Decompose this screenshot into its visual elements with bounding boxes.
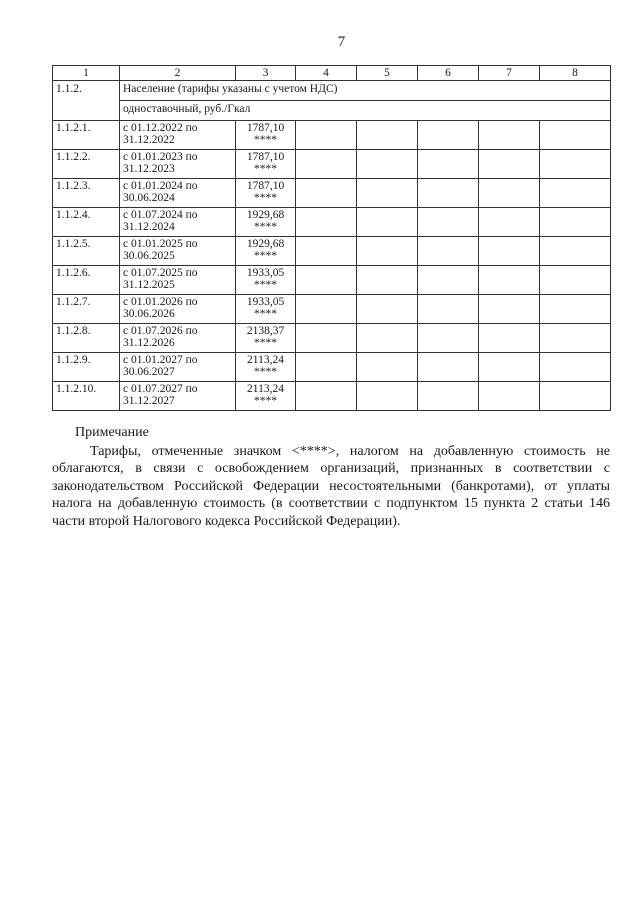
period-start: с 01.01.2026 по [123,296,198,308]
period-end: 31.12.2027 [123,395,175,407]
row-tariff [236,121,296,150]
empty-cell [296,237,357,266]
period-start: с 01.01.2024 по [123,180,198,192]
period-end: 31.12.2023 [123,163,175,175]
row-code: 1.1.2.4. [53,208,120,237]
vat-exempt-mark: **** [254,337,277,349]
table-row [53,324,611,353]
period-end: 30.06.2027 [123,366,175,378]
empty-cell [296,382,357,411]
vat-exempt-mark: **** [254,221,277,233]
row-tariff [236,179,296,208]
period-end: 31.12.2024 [123,221,175,233]
column-number: 5 [357,66,418,81]
vat-exempt-mark: **** [254,395,277,407]
empty-cell [296,208,357,237]
tariff-value: 1787,10 [246,151,285,163]
empty-cell [540,237,611,266]
empty-cell [418,208,479,237]
empty-cell [418,324,479,353]
row-tariff [236,208,296,237]
period-start: с 01.07.2025 по [123,267,198,279]
vat-exempt-mark: **** [254,250,277,262]
empty-cell [357,353,418,382]
period-end: 30.06.2025 [123,250,175,262]
empty-cell [296,324,357,353]
period-end: 31.12.2026 [123,337,175,349]
column-number: 8 [540,66,611,81]
empty-cell [418,353,479,382]
empty-cell [418,382,479,411]
empty-cell [479,121,540,150]
row-period [120,324,236,353]
empty-cell [418,295,479,324]
empty-cell [357,179,418,208]
column-number-row [53,66,611,81]
empty-cell [357,382,418,411]
table-row [53,208,611,237]
table-row [53,179,611,208]
row-period [120,266,236,295]
unit-row [53,101,611,121]
row-period [120,208,236,237]
row-tariff [236,324,296,353]
column-number: 2 [120,66,236,81]
empty-cell [296,295,357,324]
empty-cell [418,237,479,266]
row-code: 1.1.2.3. [53,179,120,208]
note-section [52,424,610,530]
row-code: 1.1.2.9. [53,353,120,382]
tariff-value: 1787,10 [246,180,285,192]
vat-exempt-mark: **** [254,192,277,204]
empty-cell [540,324,611,353]
period-start: с 01.07.2026 по [123,325,198,337]
column-number: 4 [296,66,357,81]
empty-cell [479,208,540,237]
row-code: 1.1.2.6. [53,266,120,295]
period-start: с 01.01.2023 по [123,151,198,163]
column-number: 6 [418,66,479,81]
period-start: с 01.01.2025 по [123,238,198,250]
empty-cell [540,295,611,324]
row-period [120,179,236,208]
empty-cell [479,295,540,324]
empty-cell [479,237,540,266]
row-code: 1.1.2.8. [53,324,120,353]
tariff-value: 1933,05 [246,267,285,279]
table-row [53,237,611,266]
row-period [120,121,236,150]
row-code: 1.1.2.7. [53,295,120,324]
empty-cell [357,324,418,353]
tariff-value: 2138,37 [246,325,285,337]
row-tariff [236,237,296,266]
row-tariff [236,266,296,295]
empty-cell [296,266,357,295]
table-row [53,353,611,382]
column-number: 7 [479,66,540,81]
row-code: 1.1.2.10. [53,382,120,411]
empty-cell [296,150,357,179]
empty-cell [540,382,611,411]
group-code: 1.1.2. [53,81,120,121]
empty-cell [296,121,357,150]
empty-cell [540,179,611,208]
period-end: 30.06.2026 [123,308,175,320]
row-period [120,382,236,411]
empty-cell [418,121,479,150]
period-end: 31.12.2022 [123,134,175,146]
empty-cell [357,121,418,150]
empty-cell [479,150,540,179]
tariff-value: 2113,24 [247,354,284,366]
table-row [53,295,611,324]
tariff-value: 1929,68 [246,209,285,221]
row-period [120,295,236,324]
group-title: Население (тарифы указаны с учетом НДС) [120,81,611,101]
vat-exempt-mark: **** [254,163,277,175]
empty-cell [296,353,357,382]
row-code: 1.1.2.5. [53,237,120,266]
empty-cell [540,353,611,382]
column-number: 3 [236,66,296,81]
empty-cell [357,150,418,179]
period-end: 30.06.2024 [123,192,175,204]
period-end: 31.12.2025 [123,279,175,291]
empty-cell [540,150,611,179]
tariff-value: 1933,05 [246,296,285,308]
empty-cell [479,324,540,353]
empty-cell [296,179,357,208]
period-start: с 01.12.2022 по [123,122,198,134]
period-start: с 01.07.2024 по [123,209,198,221]
empty-cell [418,266,479,295]
vat-exempt-mark: **** [254,366,277,378]
row-code: 1.1.2.2. [53,150,120,179]
empty-cell [479,266,540,295]
note-text: Тарифы, отмеченные значком <****>, налогом на добавленную стоимость не облагаются, в связи с освобождением организаций, признанных в соответствии с законодательством Российской Федерации несостоятельными (банкротами), от уплаты налога на добавленную стоимость (в соответствии с подпунктом 15 пункта 2 статьи 146 части второй Налогового кодекса Российской Федерации). [52,443,610,529]
tariff-value: 1787,10 [246,122,285,134]
vat-exempt-mark: **** [254,279,277,291]
empty-cell [540,266,611,295]
empty-cell [357,295,418,324]
row-tariff [236,295,296,324]
row-tariff [236,353,296,382]
empty-cell [479,382,540,411]
row-tariff [236,150,296,179]
empty-cell [357,266,418,295]
tariff-unit: одноставочный, руб./Гкал [120,101,611,121]
note-title: Примечание [75,425,149,440]
empty-cell [357,208,418,237]
vat-exempt-mark: **** [254,134,277,146]
row-period [120,237,236,266]
empty-cell [418,179,479,208]
empty-cell [479,179,540,208]
page-number: 7 [337,34,346,50]
row-tariff [236,382,296,411]
table-row [53,121,611,150]
row-period [120,150,236,179]
period-start: с 01.01.2027 по [123,354,198,366]
tariff-value: 2113,24 [247,383,284,395]
empty-cell [479,353,540,382]
empty-cell [418,150,479,179]
table-row [53,150,611,179]
table-row [53,382,611,411]
period-start: с 01.07.2027 по [123,383,198,395]
empty-cell [357,237,418,266]
row-period [120,353,236,382]
column-number: 1 [53,66,120,81]
vat-exempt-mark: **** [254,308,277,320]
tariff-table [52,65,611,411]
row-code: 1.1.2.1. [53,121,120,150]
table-row [53,266,611,295]
group-row [53,81,611,101]
tariff-value: 1929,68 [246,238,285,250]
empty-cell [540,208,611,237]
empty-cell [540,121,611,150]
